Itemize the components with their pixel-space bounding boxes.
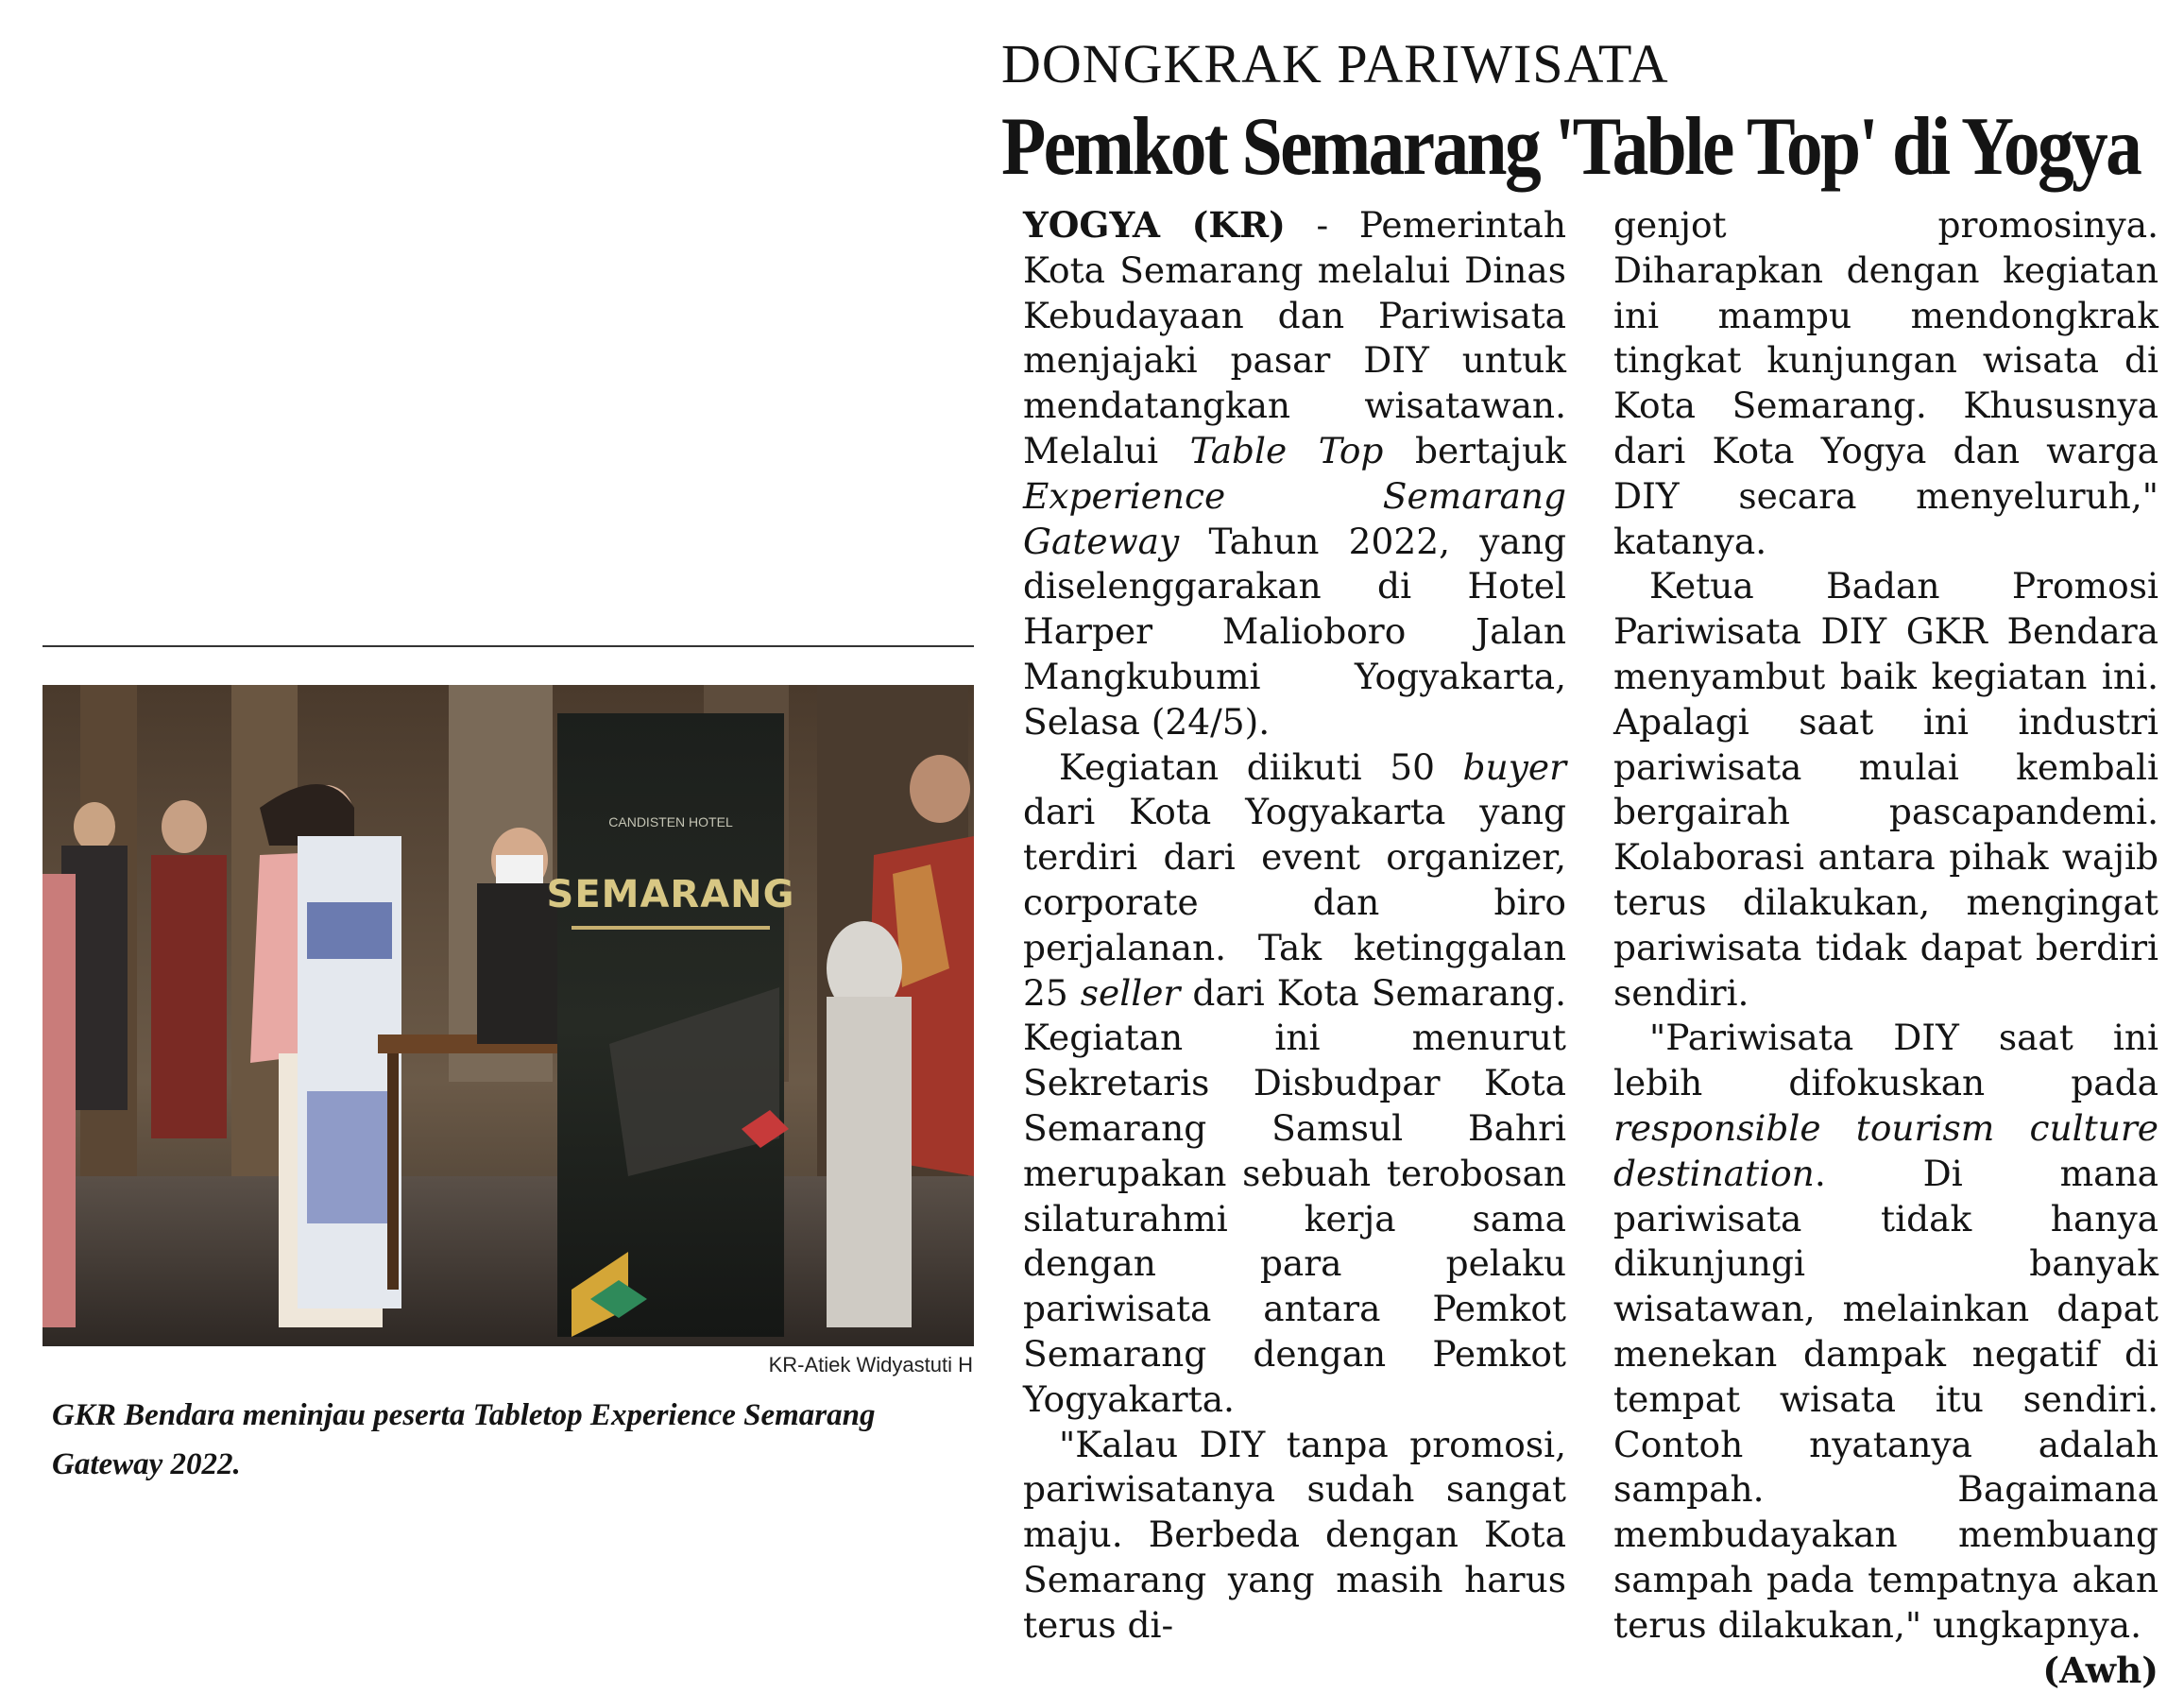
photo-caption: GKR Bendara meninjau peserta Tabletop Experience Semarang Gateway 2022. [52, 1391, 978, 1489]
paragraph: "Pariwisata DIY saat ini lebih difokuskan pada responsible tourism culture destination. Di mana pariwisata tidak hanya dikunjungi banyak wisatawan, melainkan dapat menekan dampak negatif di tempat wisata itu sendiri. Contoh nyatanya adalah sampah. Bagaimana membudayakan membuang sampah pada tempatnya akan terus dilakukan," ungkapnya. (Awh) [1613, 1016, 2158, 1648]
paragraph: "Kalau DIY tanpa promosi, pariwisatanya sudah sangat maju. Berbeda dengan Kota Semarang yang masih harus terus di- [1023, 1423, 1566, 1649]
paragraph: Kegiatan diikuti 50 buyer dari Kota Yogyakarta yang terdiri dari event organizer, corporate dan biro perjalanan. Tak ketinggalan 25 seller dari Kota Semarang. Kegiatan ini menurut Sekretaris Disbudpar Kota Semarang Samsul Bahri merupakan sebuah terobosan silaturahmi kerja sama dengan para pelaku pariwisata antara Pemkot Semarang dengan Pemkot Yogyakarta. [1023, 745, 1566, 1423]
divider-rule [43, 645, 974, 647]
news-photo [43, 685, 974, 1346]
banner-title: SEMARANG [547, 873, 795, 916]
paragraph: YOGYA (KR) - Pemerintah Kota Semarang melalui Dinas Kebudayaan dan Pariwisata menjajaki pasar DIY untuk mendatangkan wisatawan. Melalui Table Top bertajuk Experience Semarang Gateway Tahun 2022, yang diselenggarakan di Hotel Harper Malioboro Jalan Mangkubumi Yogyakarta, Selasa (24/5). [1023, 203, 1566, 745]
photo-credit: KR-Atiek Widyastuti H [652, 1353, 973, 1377]
article-column-2 [1613, 203, 2158, 1693]
banner-brand: CANDISTEN HOTEL [608, 814, 733, 829]
article-headline: Pemkot Semarang 'Table Top' di Yogya [1001, 99, 2040, 195]
article-kicker: DONGKRAK PARIWISATA [1001, 32, 2182, 95]
dateline: YOGYA (KR) [1023, 204, 1286, 246]
author-signature: (Awh) [2006, 1649, 2158, 1693]
paragraph: Ketua Badan Promosi Pariwisata DIY GKR Bendara menyambut baik kegiatan ini. Apalagi saat ini industri pariwisata mulai kembali bergairah pascapandemi. Kolaborasi antara pihak wajib terus dilakukan, mengingat pariwisata tidak dapat berdiri sendiri. [1613, 564, 2158, 1016]
article-column-1 [1023, 203, 1566, 1649]
paragraph: genjot promosinya. Diharapkan dengan kegiatan ini mampu mendongkrak tingkat kunjungan wisata di Kota Semarang. Khususnya dari Kota Yogya dan warga DIY secara menyeluruh," katanya. [1613, 203, 2158, 564]
